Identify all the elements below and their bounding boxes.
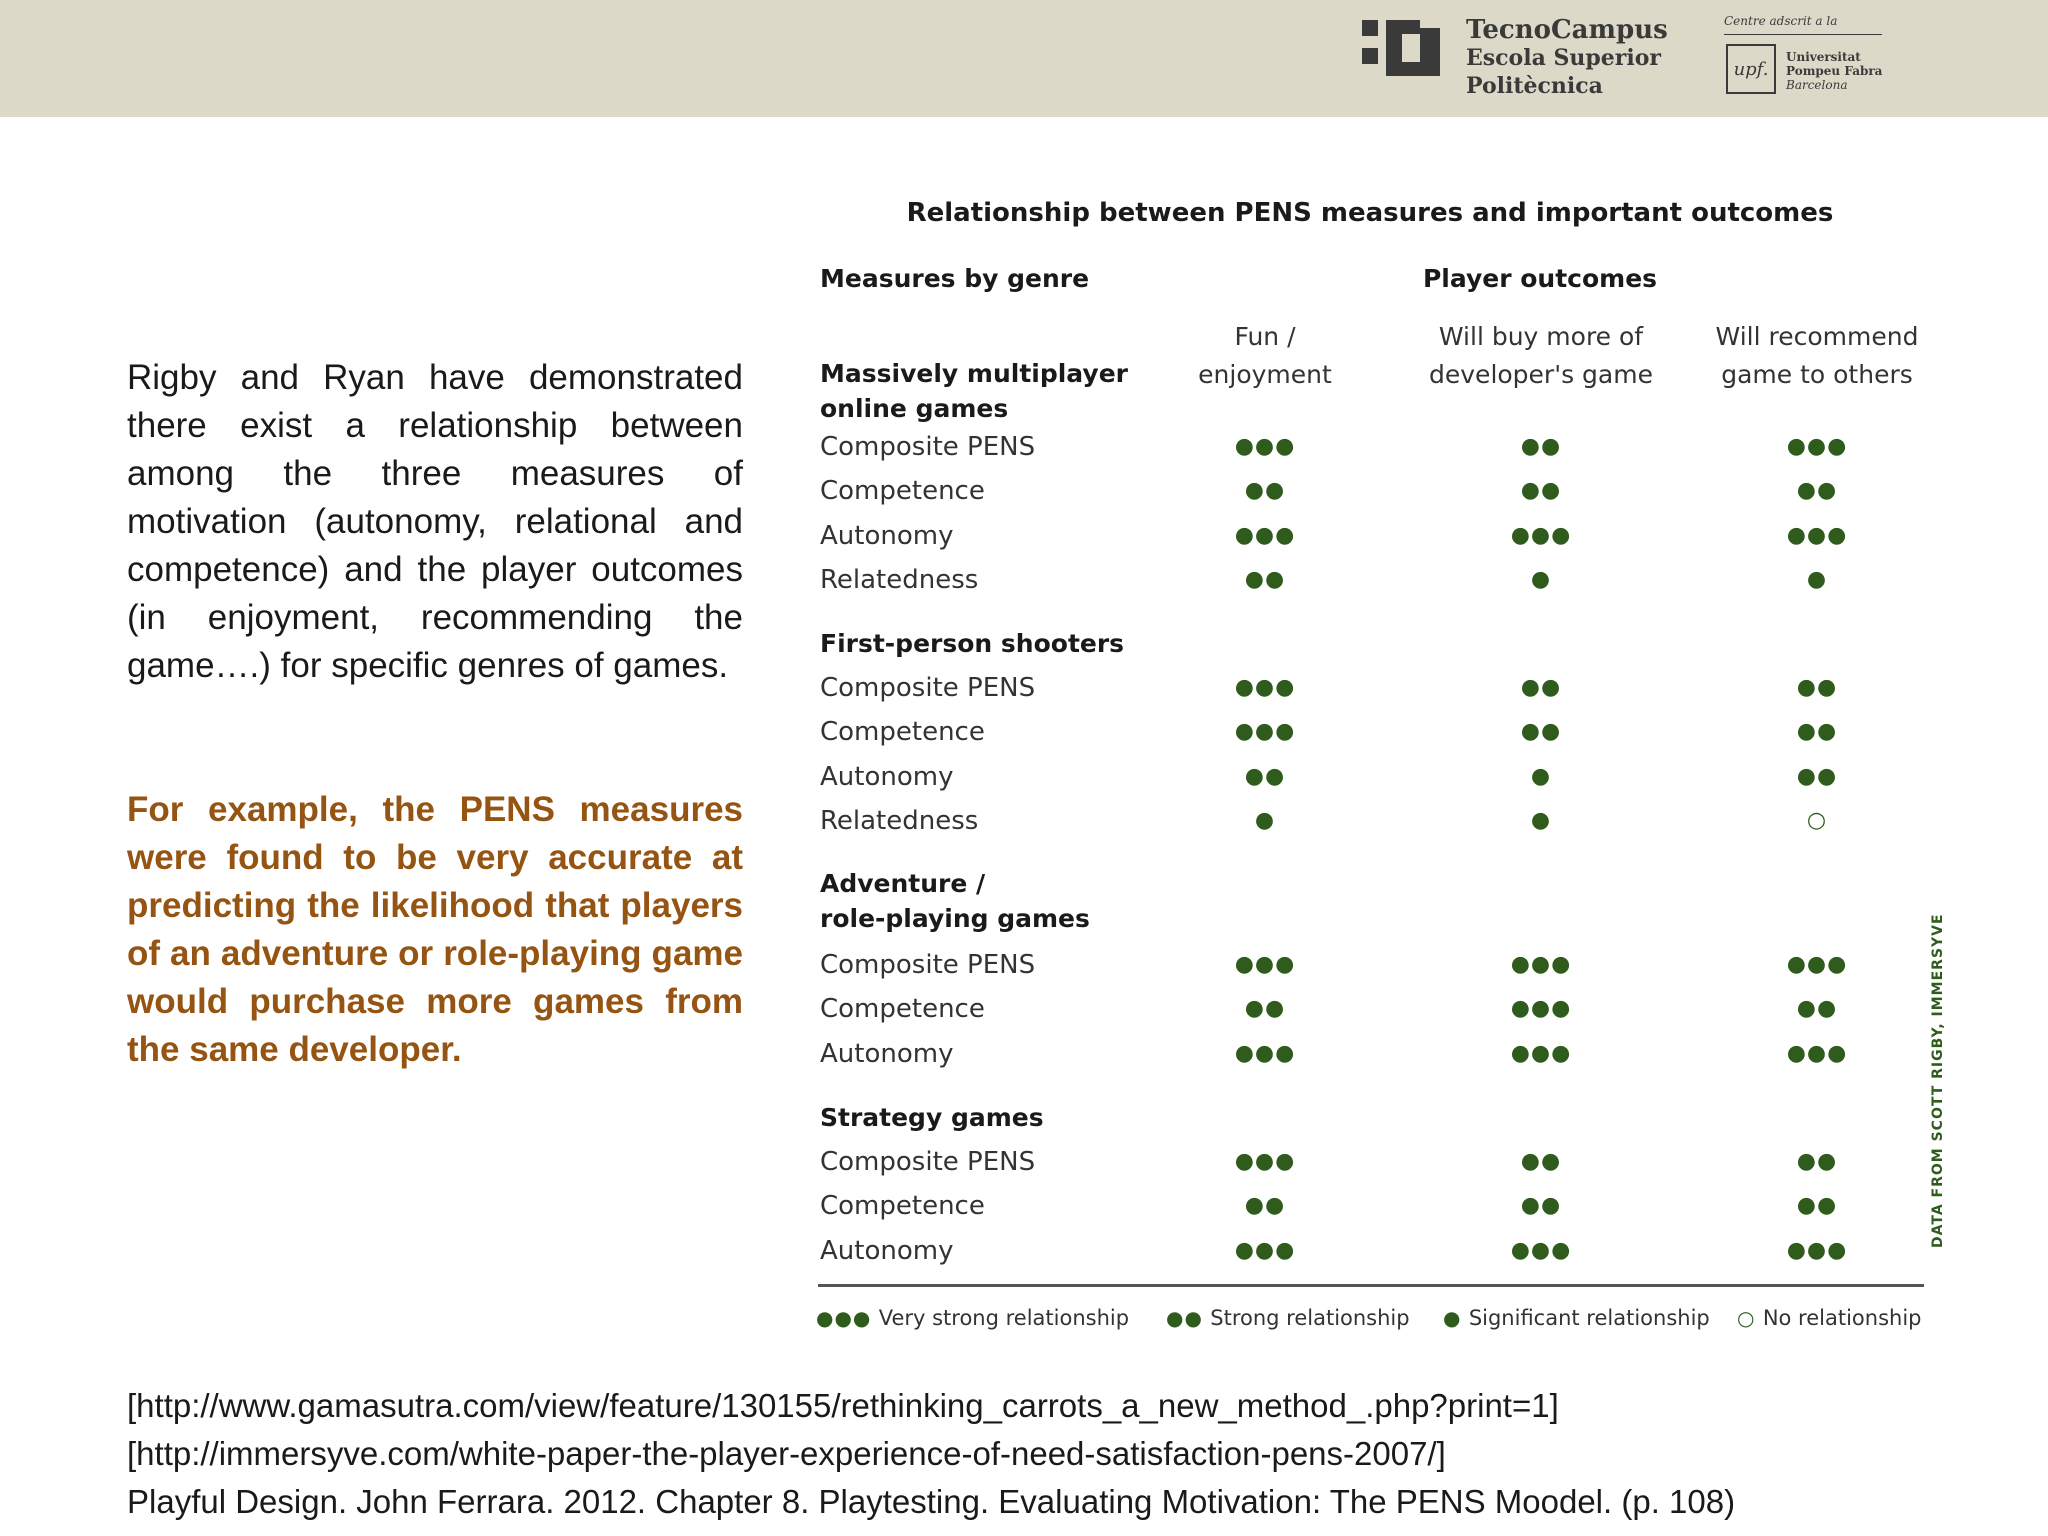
rating-dots-icon: ● bbox=[1530, 566, 1552, 592]
legend-item bbox=[1737, 1306, 1921, 1330]
legend-item bbox=[1166, 1306, 1410, 1330]
column-header bbox=[1135, 318, 1395, 394]
tecnocampus-name: TecnoCampus bbox=[1466, 15, 1668, 45]
measure-label: Relatedness bbox=[820, 564, 979, 595]
tecnocampus-logo-icon bbox=[1362, 20, 1442, 76]
rating-dots-icon: ●● bbox=[1520, 675, 1562, 700]
measure-label: Autonomy bbox=[820, 1038, 954, 1069]
intro-paragraph: Rigby and Ryan have demonstrated there exist a relationship between among the three measures of motivation (autonomy, relational and competence) and the player outcomes (in enjoyment, recommending the game….) for specific genres of games. bbox=[127, 358, 743, 685]
genre-label-line: Strategy games bbox=[820, 1103, 1044, 1132]
rating-dots-icon: ●● bbox=[1520, 719, 1562, 745]
measure-label: Competence bbox=[820, 717, 985, 748]
rating-dots-icon: ●● bbox=[1520, 1149, 1562, 1174]
rating-dots-icon: ●●● bbox=[1234, 1237, 1296, 1263]
data-credit: DATA FROM SCOTT RIGBY, IMMERSYVE bbox=[1930, 913, 1946, 1248]
tecnocampus-wordmark bbox=[1466, 16, 1668, 100]
column-header-line: Fun / bbox=[1234, 322, 1296, 351]
upf-line3: Barcelona bbox=[1786, 78, 1848, 92]
references bbox=[127, 1382, 2027, 1526]
rating-dots-icon: ●●● bbox=[1234, 675, 1296, 700]
rating-dots-icon: ●●● bbox=[1786, 952, 1848, 977]
rating-dots-icon: ●●● bbox=[1510, 1237, 1572, 1263]
genre-label-line: First-person shooters bbox=[820, 629, 1125, 658]
legend-dots-icon: ●● bbox=[1166, 1306, 1211, 1330]
column-header-line: game to others bbox=[1721, 360, 1913, 389]
legend-label: No relationship bbox=[1762, 1306, 1922, 1330]
measure-label: Composite PENS bbox=[820, 432, 1036, 462]
rating-dots-icon: ●● bbox=[1796, 1193, 1838, 1219]
rating-dots-icon: ● bbox=[1530, 807, 1552, 833]
reference-immersyve: [http://immersyve.com/white-paper-the-player-experience-of-need-satisfaction-pens-2007/] bbox=[127, 1435, 1446, 1472]
rating-dots-icon: ●●● bbox=[1234, 522, 1296, 548]
genre-label-line: Adventure / bbox=[820, 869, 986, 898]
legend-divider bbox=[818, 1284, 1924, 1287]
rating-dots-icon: ●●● bbox=[1786, 1237, 1848, 1263]
legend-label: Very strong relationship bbox=[878, 1306, 1130, 1330]
genre-label bbox=[820, 1100, 1044, 1135]
reference-book: Playful Design. John Ferrara. 2012. Chapter 8. Playtesting. Evaluating Motivation: The PENS Moodel. (p. 108) bbox=[127, 1483, 1736, 1520]
rating-dots-icon: ●● bbox=[1244, 1193, 1286, 1219]
rating-dots-icon: ●● bbox=[1520, 1193, 1562, 1219]
rating-dots-icon: ●● bbox=[1520, 434, 1562, 459]
rating-dots-icon: ● bbox=[1806, 566, 1828, 592]
column-header-line: developer's game bbox=[1429, 360, 1653, 389]
no-relationship-icon: ○ bbox=[1806, 807, 1828, 833]
rating-dots-icon: ●●● bbox=[1510, 522, 1572, 548]
column-header-line: enjoyment bbox=[1198, 360, 1332, 389]
figure-title: Relationship between PENS measures and important outcomes bbox=[906, 198, 1834, 228]
genre-label-line: Massively multiplayer bbox=[820, 359, 1128, 388]
rating-dots-icon: ●● bbox=[1244, 763, 1286, 789]
reference-gamasutra: [http://www.gamasutra.com/view/feature/130155/rethinking_carrots_a_new_method_.php?print=1] bbox=[127, 1387, 1559, 1424]
upf-caption: Centre adscrit a la bbox=[1724, 14, 1838, 28]
legend-label: Significant relationship bbox=[1468, 1306, 1710, 1330]
legend-dots-icon: ●●● bbox=[816, 1306, 879, 1330]
rating-dots-icon: ●● bbox=[1244, 566, 1286, 592]
upf-logo-icon: upf. bbox=[1726, 44, 1776, 94]
measure-label: Composite PENS bbox=[820, 673, 1036, 703]
measure-label: Autonomy bbox=[820, 1235, 954, 1266]
rating-dots-icon: ●●● bbox=[1786, 522, 1848, 548]
tecnocampus-line3: Politècnica bbox=[1466, 73, 1603, 99]
tecnocampus-line2: Escola Superior bbox=[1466, 45, 1661, 71]
genre-label-line: role-playing games bbox=[820, 904, 1090, 933]
measures-by-genre-header: Measures by genre bbox=[820, 264, 1090, 293]
rating-dots-icon: ●● bbox=[1796, 763, 1838, 789]
rating-dots-icon: ●● bbox=[1244, 478, 1286, 504]
column-header-line: Will recommend bbox=[1715, 322, 1919, 351]
measure-label: Competence bbox=[820, 994, 985, 1025]
upf-divider bbox=[1724, 34, 1882, 35]
measure-label: Competence bbox=[820, 1191, 985, 1222]
rating-dots-icon: ●●● bbox=[1234, 719, 1296, 745]
upf-wordmark bbox=[1786, 50, 1882, 92]
genre-label bbox=[820, 866, 1090, 936]
measure-label: Composite PENS bbox=[820, 1147, 1036, 1177]
legend-item bbox=[1443, 1306, 1710, 1330]
rating-dots-icon: ● bbox=[1530, 763, 1552, 789]
rating-dots-icon: ●●● bbox=[1786, 434, 1848, 459]
column-header bbox=[1411, 318, 1671, 394]
rating-dots-icon: ●●● bbox=[1234, 1040, 1296, 1066]
rating-dots-icon: ●●● bbox=[1510, 996, 1572, 1022]
rating-dots-icon: ●● bbox=[1796, 996, 1838, 1022]
rating-dots-icon: ●●● bbox=[1234, 1149, 1296, 1174]
player-outcomes-header: Player outcomes bbox=[1422, 264, 1658, 293]
rating-dots-icon: ●● bbox=[1520, 478, 1562, 504]
rating-dots-icon: ●●● bbox=[1234, 434, 1296, 459]
measure-label: Autonomy bbox=[820, 520, 954, 551]
rating-dots-icon: ●●● bbox=[1786, 1040, 1848, 1066]
rating-dots-icon: ●● bbox=[1796, 675, 1838, 700]
rating-dots-icon: ●● bbox=[1244, 996, 1286, 1022]
measure-label: Autonomy bbox=[820, 761, 954, 792]
column-header bbox=[1687, 318, 1947, 394]
rating-dots-icon: ●● bbox=[1796, 1149, 1838, 1174]
upf-line2: Pompeu Fabra bbox=[1786, 64, 1883, 78]
legend-dots-icon: ● bbox=[1443, 1306, 1469, 1330]
legend-label: Strong relationship bbox=[1210, 1306, 1410, 1330]
rating-dots-icon: ●● bbox=[1796, 478, 1838, 504]
genre-label bbox=[820, 356, 1128, 426]
legend-item bbox=[816, 1306, 1129, 1330]
rating-dots-icon: ●●● bbox=[1234, 952, 1296, 977]
column-header-line: Will buy more of bbox=[1438, 322, 1644, 351]
rating-dots-icon: ●●● bbox=[1510, 952, 1572, 977]
example-paragraph: For example, the PENS measures were found to be very accurate at predicting the likelihood that players of an adventure or role-playing game would purchase more games from the same developer. bbox=[127, 790, 743, 1069]
genre-label-line: online games bbox=[820, 394, 1009, 423]
header-bar bbox=[0, 0, 2048, 117]
upf-line1: Universitat bbox=[1786, 50, 1861, 64]
rating-dots-icon: ●● bbox=[1796, 719, 1838, 745]
rating-dots-icon: ● bbox=[1254, 807, 1276, 833]
genre-label bbox=[820, 626, 1124, 661]
legend-no-relationship-icon: ○ bbox=[1737, 1306, 1763, 1330]
rating-dots-icon: ●●● bbox=[1510, 1040, 1572, 1066]
measure-label: Relatedness bbox=[820, 805, 979, 836]
measure-label: Composite PENS bbox=[820, 950, 1036, 980]
measure-label: Competence bbox=[820, 476, 985, 507]
